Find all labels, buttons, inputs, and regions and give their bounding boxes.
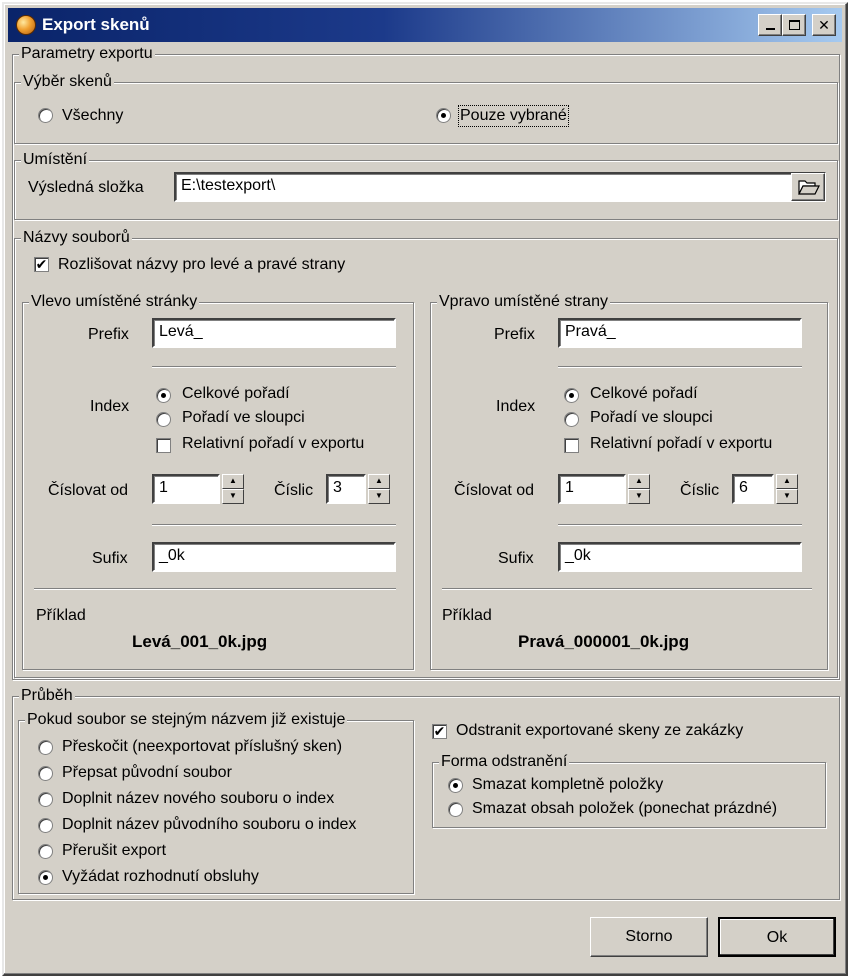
right-relative-order-label: Relativní pořadí v exportu [590,435,773,452]
removal-option-radio[interactable] [448,802,463,817]
right-separator-3 [442,588,812,590]
right-number-from-field[interactable]: 1 [558,474,626,504]
removal-form-legend: Forma odstranění [441,753,568,770]
output-folder-field[interactable]: E:\testexport\ [174,172,826,202]
conflict-option-label: Přeskočit (neexportovat příslušný sken) [62,738,343,755]
radio-all-scans[interactable] [38,108,53,123]
window-title: Export skenů [42,15,150,34]
right-suffix-label: Sufix [498,550,534,567]
right-digits-field[interactable]: 6 [732,474,774,504]
conflict-option-label: Přerušit export [62,842,167,859]
right-relative-order-checkbox[interactable] [564,438,579,453]
left-index-total-radio[interactable] [156,388,171,403]
remove-scans-label: Odstranit exportované skeny ze zakázky [456,722,744,739]
left-digits-label: Číslic [274,482,314,499]
conflict-option-radio[interactable] [38,792,53,807]
left-separator-2 [152,524,396,526]
right-pages-legend: Vpravo umístěné strany [439,293,608,310]
right-index-total-label: Celkové pořadí [590,385,698,402]
spin-down-icon[interactable]: ▼ [222,489,244,504]
left-separator-3 [34,588,396,590]
minimize-button[interactable] [758,14,782,36]
left-prefix-field[interactable]: Levá_ [152,318,396,348]
radio-all-scans-label: Všechny [62,107,124,124]
maximize-icon [789,20,800,30]
spin-up-icon[interactable]: ▲ [628,474,650,489]
export-dialog-window [2,2,848,976]
ok-button[interactable]: Ok [718,917,836,957]
conflict-option-radio[interactable] [38,766,53,781]
left-number-from-spinner[interactable] [222,474,244,504]
left-digits-field[interactable]: 3 [326,474,366,504]
removal-option-label: Smazat obsah položek (ponechat prázdné) [472,800,778,817]
right-index-label: Index [496,398,536,415]
conflict-option-label: Doplnit název nového souboru o index [62,790,335,807]
left-index-total-label: Celkové pořadí [182,385,290,402]
right-separator-1 [558,366,802,368]
spin-down-icon[interactable]: ▼ [776,489,798,504]
right-prefix-field[interactable]: Pravá_ [558,318,802,348]
right-separator-2 [558,524,802,526]
radio-selected-scans-label: Pouze vybrané [460,107,567,124]
right-suffix-field[interactable]: _0k [558,542,802,572]
left-separator-1 [152,366,396,368]
spin-up-icon[interactable]: ▲ [222,474,244,489]
left-digits-spinner[interactable] [368,474,390,504]
left-pages-legend: Vlevo umístěné stránky [31,293,198,310]
spin-up-icon[interactable]: ▲ [368,474,390,489]
conflict-option-label: Vyžádat rozhodnutí obsluhy [62,868,259,885]
left-relative-order-checkbox[interactable] [156,438,171,453]
removal-option-radio[interactable] [448,778,463,793]
right-example-label: Příklad [442,607,492,624]
spin-up-icon[interactable]: ▲ [776,474,798,489]
conflict-option-radio[interactable] [38,870,53,885]
left-number-from-label: Číslovat od [48,482,129,499]
left-relative-order-label: Relativní pořadí v exportu [182,435,365,452]
removal-option-label: Smazat kompletně položky [472,776,664,793]
radio-selected-scans[interactable] [436,108,451,123]
right-index-total-radio[interactable] [564,388,579,403]
left-index-column-radio[interactable] [156,412,171,427]
left-index-label: Index [90,398,130,415]
filenames-legend: Názvy souborů [23,229,130,246]
conflict-option-label: Přepsat původní soubor [62,764,232,781]
left-suffix-label: Sufix [92,550,128,567]
right-prefix-label: Prefix [494,326,535,343]
conflict-option-label: Doplnit název původního souboru o index [62,816,357,833]
right-digits-spinner[interactable] [776,474,798,504]
left-example-value: Levá_001_0k.jpg [132,632,268,651]
scan-selection-group [14,74,838,144]
spin-down-icon[interactable]: ▼ [628,489,650,504]
right-digits-label: Číslic [680,482,720,499]
output-folder-label: Výsledná složka [28,179,144,196]
left-suffix-field[interactable]: _0k [152,542,396,572]
export-parameters-legend: Parametry exportu [21,45,153,62]
left-index-column-label: Pořadí ve sloupci [182,409,305,426]
spin-down-icon[interactable]: ▼ [368,489,390,504]
folder-open-icon [798,178,820,196]
distinguish-sides-label: Rozlišovat názvy pro levé a pravé strany [58,256,346,273]
right-number-from-spinner[interactable] [628,474,650,504]
scan-selection-legend: Výběr skenů [23,73,112,90]
minimize-icon [766,28,775,30]
conflict-option-radio[interactable] [38,740,53,755]
right-example-value: Pravá_000001_0k.jpg [518,632,690,651]
left-prefix-label: Prefix [88,326,129,343]
app-icon [16,15,36,35]
conflict-option-radio[interactable] [38,844,53,859]
right-index-column-label: Pořadí ve sloupci [590,409,713,426]
right-index-column-radio[interactable] [564,412,579,427]
progress-legend: Průběh [21,687,73,704]
remove-scans-checkbox[interactable]: ✔ [433,723,446,739]
cancel-button[interactable]: Storno [590,917,708,957]
right-number-from-label: Číslovat od [454,482,535,499]
left-number-from-field[interactable]: 1 [152,474,220,504]
close-button[interactable] [812,14,836,36]
conflict-legend: Pokud soubor se stejným názvem již existuje [27,711,346,728]
conflict-option-radio[interactable] [38,818,53,833]
browse-folder-button[interactable] [791,173,825,201]
title-bar[interactable] [8,8,842,42]
location-legend: Umístění [23,151,88,168]
maximize-button[interactable] [782,14,806,36]
distinguish-sides-checkbox[interactable]: ✔ [35,256,48,272]
left-example-label: Příklad [36,607,86,624]
close-icon: ✕ [818,17,830,33]
